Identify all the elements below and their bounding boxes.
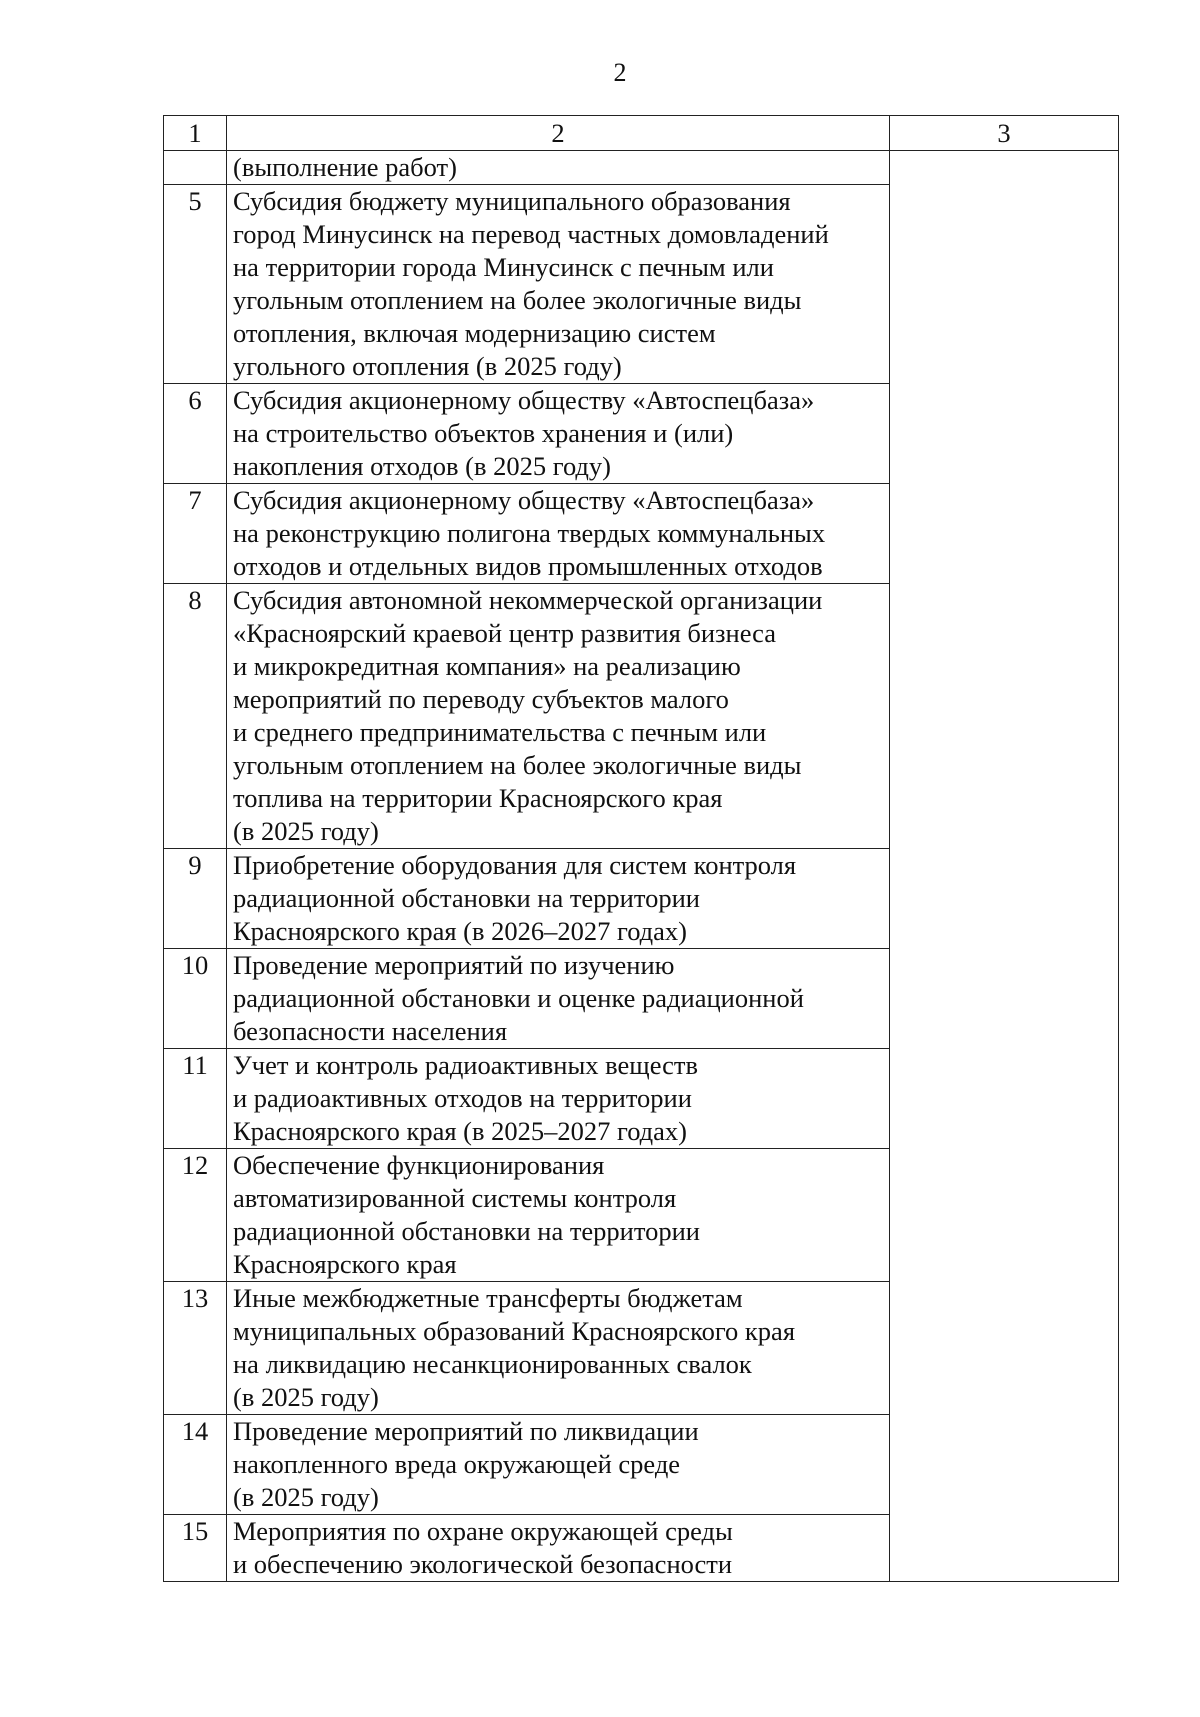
description-line: радиационной обстановки на территории <box>233 883 700 913</box>
description-line: угольным отоплением на более экологичные виды <box>233 285 802 315</box>
description-line: радиационной обстановки на территории <box>233 1216 700 1246</box>
description-line: Обеспечение функционирования <box>233 1150 605 1180</box>
description-line: Субсидия автономной некоммерческой организации <box>233 585 823 615</box>
row-number: 11 <box>164 1049 227 1149</box>
table-header-row <box>164 116 1119 151</box>
description-line: и микрокредитная компания» на реализацию <box>233 651 741 681</box>
row-description <box>227 151 890 185</box>
description-line: накопленного вреда окружающей среде <box>233 1449 681 1479</box>
description-line: накопления отходов (в 2025 году) <box>233 451 611 481</box>
description-line: автоматизированной системы контроля <box>233 1183 677 1213</box>
row-number: 9 <box>164 849 227 949</box>
description-line: Красноярского края <box>233 1249 457 1279</box>
row-description <box>227 384 890 484</box>
row-number: 6 <box>164 384 227 484</box>
row-number: 8 <box>164 584 227 849</box>
row-number <box>164 151 227 185</box>
description-line: (в 2025 году) <box>233 816 379 846</box>
row-description <box>227 849 890 949</box>
description-line: Приобретение оборудования для систем контроля <box>233 850 797 880</box>
description-line: и обеспечению экологической безопасности <box>233 1549 733 1579</box>
description-line: безопасности населения <box>233 1016 508 1046</box>
column-header-2: 2 <box>227 116 890 151</box>
row-description <box>227 1415 890 1515</box>
description-line: муниципальных образований Красноярского края <box>233 1316 796 1346</box>
description-line: Иные межбюджетные трансферты бюджетам <box>233 1283 743 1313</box>
description-line: угольным отоплением на более экологичные виды <box>233 750 802 780</box>
description-line: Субсидия акционерному обществу «Автоспецбаза» <box>233 385 815 415</box>
row-number: 14 <box>164 1415 227 1515</box>
description-line: угольного отопления (в 2025 году) <box>233 351 622 381</box>
description-line: Субсидия акционерному обществу «Автоспецбаза» <box>233 485 815 515</box>
description-line: отопления, включая модернизацию систем <box>233 318 716 348</box>
description-line: на ликвидацию несанкционированных свалок <box>233 1349 752 1379</box>
column-3-cell <box>890 151 1119 1582</box>
description-line: «Красноярский краевой центр развития бизнеса <box>233 618 776 648</box>
row-number: 5 <box>164 185 227 384</box>
description-line: на реконструкцию полигона твердых коммунальных <box>233 518 826 548</box>
description-line: радиационной обстановки и оценке радиационной <box>233 983 804 1013</box>
table-row <box>164 151 1119 185</box>
measures-table <box>163 115 1119 1582</box>
description-line: на территории города Минусинск с печным или <box>233 252 774 282</box>
row-number: 7 <box>164 484 227 584</box>
row-number: 13 <box>164 1282 227 1415</box>
description-line: Мероприятия по охране окружающей среды <box>233 1516 733 1546</box>
column-header-1: 1 <box>164 116 227 151</box>
row-description <box>227 1515 890 1582</box>
row-description <box>227 1049 890 1149</box>
description-line: Проведение мероприятий по ликвидации <box>233 1416 699 1446</box>
row-description <box>227 484 890 584</box>
description-line: Красноярского края (в 2026–2027 годах) <box>233 916 687 946</box>
description-line: (выполнение работ) <box>233 152 457 182</box>
row-description <box>227 949 890 1049</box>
description-line: Учет и контроль радиоактивных веществ <box>233 1050 698 1080</box>
description-line: мероприятий по переводу субъектов малого <box>233 684 729 714</box>
description-line: на строительство объектов хранения и (или) <box>233 418 734 448</box>
description-line: город Минусинск на перевод частных домовладений <box>233 219 829 249</box>
row-number: 10 <box>164 949 227 1049</box>
row-description <box>227 584 890 849</box>
description-line: Субсидия бюджету муниципального образования <box>233 186 791 216</box>
row-description <box>227 185 890 384</box>
description-line: (в 2025 году) <box>233 1382 379 1412</box>
description-line: (в 2025 году) <box>233 1482 379 1512</box>
description-line: Красноярского края (в 2025–2027 годах) <box>233 1116 687 1146</box>
row-description <box>227 1282 890 1415</box>
description-line: и радиоактивных отходов на территории <box>233 1083 692 1113</box>
page-number: 2 <box>613 58 627 87</box>
description-line: отходов и отдельных видов промышленных отходов <box>233 551 823 581</box>
description-line: Проведение мероприятий по изучению <box>233 950 675 980</box>
row-number: 12 <box>164 1149 227 1282</box>
description-line: и среднего предпринимательства с печным или <box>233 717 767 747</box>
column-header-3: 3 <box>890 116 1119 151</box>
description-line: топлива на территории Красноярского края <box>233 783 723 813</box>
row-number: 15 <box>164 1515 227 1582</box>
row-description <box>227 1149 890 1282</box>
